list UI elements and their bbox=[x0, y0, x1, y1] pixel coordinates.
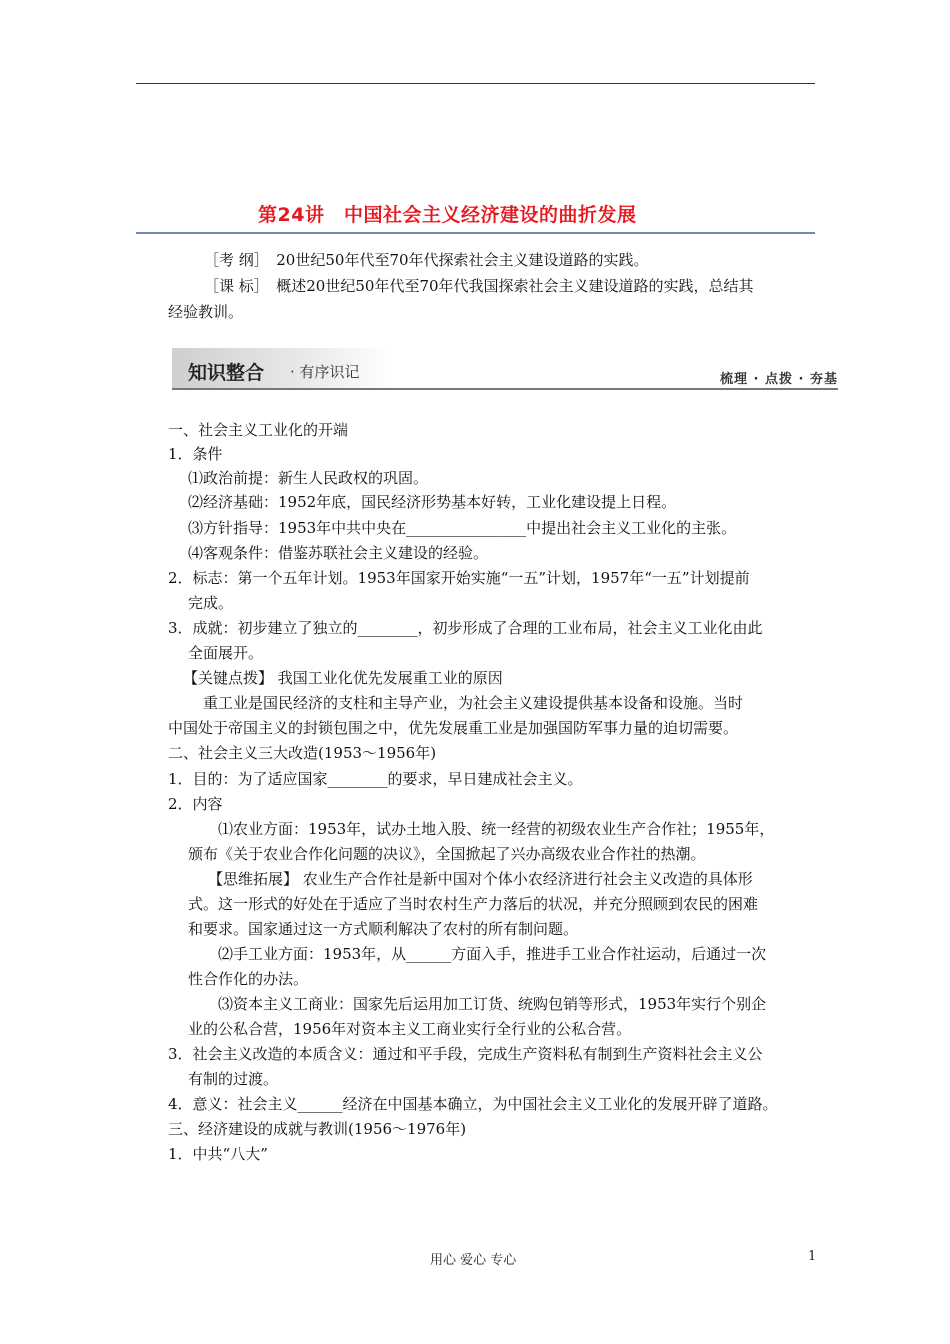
body-line: ⑵手工业方面：1953年，从______方面入手，推进手工业合作社运动，后通过一次 bbox=[218, 945, 767, 963]
body-line: 重工业是国民经济的支柱和主导产业，为社会主义建设提供基本设备和设施。当时 bbox=[203, 694, 744, 712]
numbered-item: 4．意义：社会主义______经济在中国基本确立，为中国社会主义工业化的发展开辟了道路。 bbox=[168, 1095, 778, 1113]
numbered-item: 2．标志：第一个五年计划。1953年国家开始实施“一五”计划，1957年“一五”计划提前 bbox=[168, 569, 750, 587]
body-line: 业的公私合营，1956年对资本主义工商业实行全行业的公私合营。 bbox=[188, 1020, 632, 1038]
section-heading: 二、社会主义三大改造(1953～1956年) bbox=[168, 744, 437, 762]
page-number: 1 bbox=[808, 1249, 817, 1264]
banner-title: 知识整合 bbox=[188, 362, 265, 384]
title-underline bbox=[136, 232, 815, 234]
body-line: 全面展开。 bbox=[188, 644, 264, 662]
body-line: ⑵经济基础：1952年底，国民经济形势基本好转，工业化建设提上日程。 bbox=[188, 493, 677, 511]
body-line: 和要求。国家通过这一方式顺利解决了农村的所有制问题。 bbox=[188, 920, 579, 938]
exam-outline: ［考 纲］ 20世纪50年代至70年代探索社会主义建设道路的实践。 bbox=[204, 251, 649, 269]
numbered-heading: 2．内容 bbox=[168, 795, 223, 813]
body-line: ⑴农业方面：1953年，试办土地入股、统一经营的初级农业生产合作社；1955年， bbox=[218, 820, 775, 838]
body-line: 式。这一形式的好处在于适应了当时农村生产力落后的状况，并充分照顾到农民的困难 bbox=[188, 895, 759, 913]
page-title: 第24讲 中国社会主义经济建设的曲折发展 bbox=[258, 204, 637, 226]
numbered-item: 3．成就：初步建立了独立的________，初步形成了合理的工业布局，社会主义工业化由此 bbox=[168, 619, 763, 637]
body-line: 颁布《关于农业合作化问题的决议》，全国掀起了兴办高级农业合作社的热潮。 bbox=[188, 845, 706, 863]
curriculum-standard: ［课 标］ 概述20世纪50年代至70年代我国探索社会主义建设道路的实践，总结其 bbox=[204, 277, 754, 295]
body-line: 有制的过渡。 bbox=[188, 1070, 279, 1088]
banner-subtitle: · 有序识记 bbox=[290, 363, 360, 381]
curriculum-standard-cont: 经验教训。 bbox=[168, 303, 244, 321]
banner-tagline: 梳理 · 点拨 · 夯基 bbox=[720, 372, 838, 387]
thinking-extension: 【思维拓展】 农业生产合作社是新中国对个体小农经济进行社会主义改造的具体形 bbox=[208, 870, 753, 888]
section-heading: 三、经济建设的成就与教训(1956～1976年) bbox=[168, 1120, 467, 1138]
header-rule bbox=[136, 83, 815, 84]
footer-motto: 用心 爱心 专心 bbox=[430, 1253, 517, 1268]
body-line: ⑷客观条件：借鉴苏联社会主义建设的经验。 bbox=[188, 544, 489, 562]
body-line: 性合作化的办法。 bbox=[188, 970, 309, 988]
numbered-heading: 1．条件 bbox=[168, 445, 223, 463]
section-heading: 一、社会主义工业化的开端 bbox=[168, 421, 349, 439]
section-banner bbox=[172, 348, 838, 392]
banner-rule bbox=[172, 388, 838, 390]
body-line: 完成。 bbox=[188, 594, 234, 612]
body-line: ⑶方针指导：1953年中共中央在________________中提出社会主义工业化的主张。 bbox=[188, 519, 737, 537]
numbered-heading: 1．中共“八大” bbox=[168, 1145, 268, 1163]
key-point-heading: 【关键点拨】 我国工业化优先发展重工业的原因 bbox=[183, 669, 503, 687]
body-line: ⑴政治前提：新生人民政权的巩固。 bbox=[188, 469, 429, 487]
body-line: ⑶资本主义工商业：国家先后运用加工订货、统购包销等形式，1953年实行个别企 bbox=[218, 995, 767, 1013]
body-line: 中国处于帝国主义的封锁包围之中，优先发展重工业是加强国防军事力量的迫切需要。 bbox=[168, 719, 739, 737]
numbered-item: 1．目的：为了适应国家________的要求，早日建成社会主义。 bbox=[168, 770, 583, 788]
numbered-item: 3．社会主义改造的本质含义：通过和平手段，完成生产资料私有制到生产资料社会主义公 bbox=[168, 1045, 763, 1063]
